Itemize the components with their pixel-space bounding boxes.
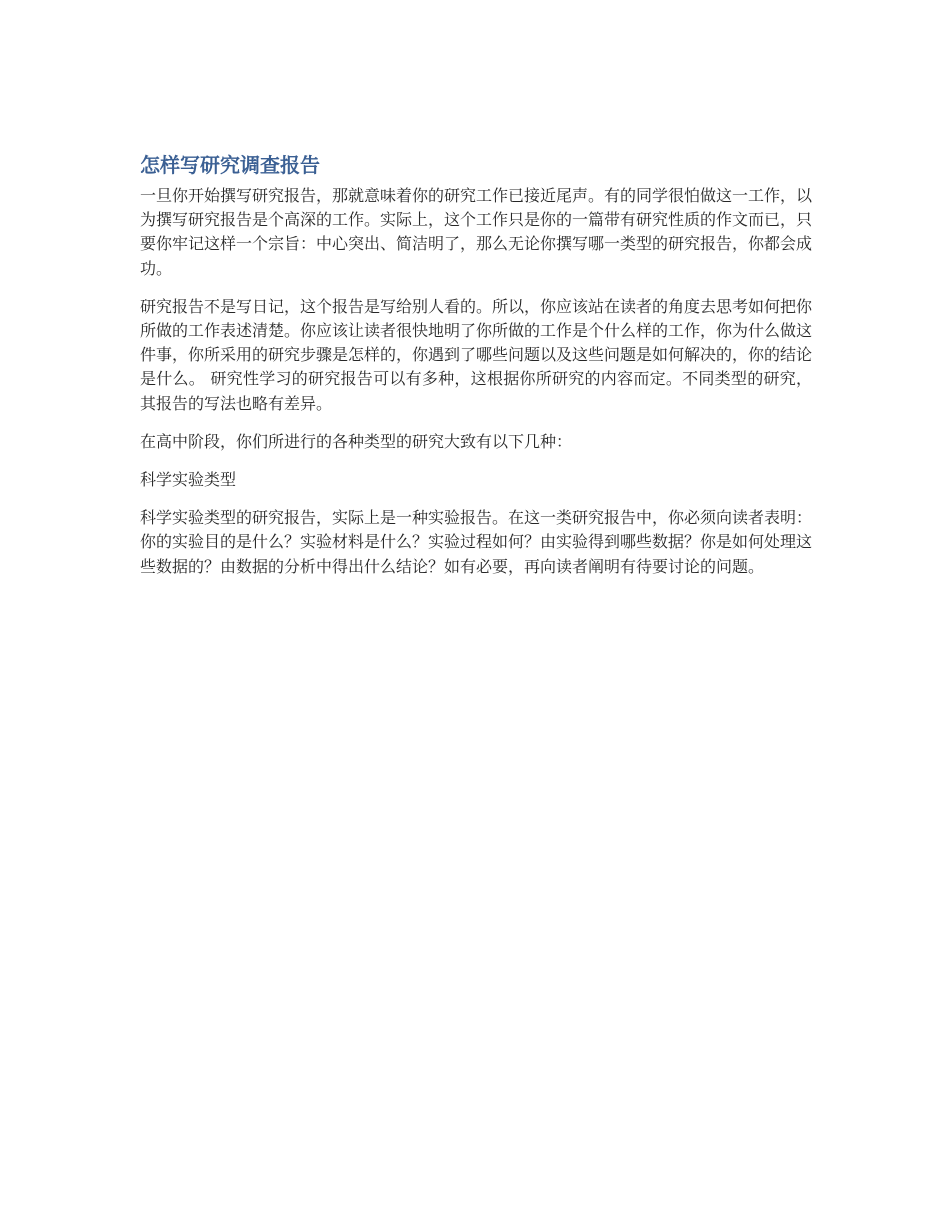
paragraph-science-experiment: 科学实验类型的研究报告，实际上是一种实验报告。在这一类研究报告中，你必须向读者表明：你的实验目的是什么？实验材料是什么？实验过程如何？由实验得到哪些数据？你是如何处理这些数据的？由数据的分析中得出什么结论？如有必要，再向读者阐明有待要讨论的问题。 — [140, 508, 813, 576]
paragraph-audience: 研究报告不是写日记，这个报告是写给别人看的。所以，你应该站在读者的角度去思考如何把你所做的工作表述清楚。你应该让读者很快地明了你所做的工作是个什么样的工作，你为什么做这件事，你所采用的研究步骤是怎样的，你遇到了哪些问题以及这些问题是如何解决的，你的结论是什么。 研究性学习的研究报告可以有多种，这根据你所研究的内容而定。不同类型的研究，其报告的写法也略有差异。 — [140, 296, 813, 413]
subheading-science-experiment: 科学实验类型 — [140, 470, 237, 490]
document-body — [140, 150, 812, 593]
paragraph-research-types: 在高中阶段，你们所进行的各种类型的研究大致有以下几种： — [140, 431, 573, 451]
document-title: 怎样写研究调查报告 — [140, 153, 320, 177]
paragraph-intro: 一旦你开始撰写研究报告，那就意味着你的研究工作已接近尾声。有的同学很怕做这一工作，以为撰写研究报告是个高深的工作。实际上，这个工作只是你的一篇带有研究性质的作文而已，只要你牢记这样一个宗旨：中心突出、简洁明了，那么无论你撰写哪一类型的研究报告，你都会成功。 — [140, 186, 813, 278]
